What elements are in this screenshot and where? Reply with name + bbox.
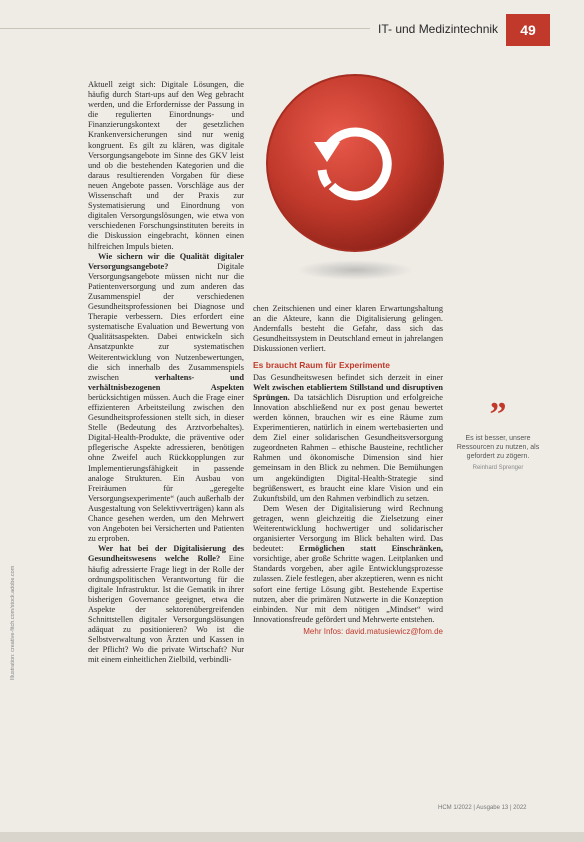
image-credit: Illustration: creative-fitch.com/stock.adobe.com [10,565,16,680]
quote-text: Es ist besser, unsere Ressourcen zu nutzen, als gefordert zu zögern. [456,435,540,460]
pull-quote [452,396,544,471]
page-number: 49 [506,14,550,46]
paragraph: Aktuell zeigt sich: Digitale Lösungen, die häufig durch Start-ups auf den Weg gebracht werden, und die Erfordernisse der Passung in die regulierten Einordnungs- und Finanzierungskontext der gesetzlichen Krankenversicherungen sind nur wenig kongruent. Es gilt zu klären, was digitale Versorgungsangebote im Sinne des GKV leist und ob die bestehenden Kategorien und die daraus resultierenden Vorgaben für diese neuen Angebote passen. Vorschläge aus der Wissenschaft und der Praxis zur Systematisierung und Einordnung von digitalen Versorgungslösungen, wie etwa von verschiedenen Forschungsinstituten bereits in die Diskussion eingebracht, können einen hilfreichen Impuls bieten. [88,80,244,251]
paragraph: Das Gesundheitswesen befindet sich derzeit in einer Welt zwischen etabliertem Stillstand und disruptiven Sprüngen. Da tatsächlich Disruption und erfolgreiche Innovation abschließend nur ex post genau bewertet werden können, brauchen wir es eine Räume zum Experimentieren, natürlich in einem wertebasierten und dem Ziel einer solidarischen Gesundheitsversorgung zugeordneten Rahmen – ethische Bausteine, rechtlicher Rahmen und ökonomische Dimension sind hier gemeinsam in den Blick zu nehmen. Die Bemühungen um angekündigten Digital-Health-Strategie sind begrüßenswert, es braucht eine klare Vision und ein Zukunftsbild, um den Rahmen verbindlich zu setzen. [253,372,443,503]
refresh-arrow-icon [260,38,450,298]
right-column [253,304,443,637]
paragraph: chen Zeitschienen und einer klaren Erwartungshaltung an die Akteure, kann die Digitalisierung gelingen. Andernfalls besteht die Gefahr, dass sich das Gesundheitssystem in Deutschland erneut in jahrelangen Diskussionen verliert. [253,304,443,354]
paragraph: Dem Wesen der Digitalisierung wird Rechnung getragen, wenn gleichzeitig die Zielsetzung einer Weiterentwicklung hochwertiger und solidarischer organisierter Versorgung im Blick behalten wird. Das bedeutet: Ermöglichen statt Einschränken, vorsichtige, aber große Schritte wagen. Leitplanken und Standards vorgeben, aber agile Entwicklungsprozesse zulassen. Ziele festlegen, aber akzeptieren, wenn es nicht sofort eine fertige Lösung gibt. Bestehende Expertise nutzen, aber die primären Nutzwerte in die Konzeption einbinden. Nur mit dem nötigen „Mindset“ wird Innovationsfreude gefördert und Mehrwerte entstehen. [253,503,444,624]
bottom-band [0,832,584,842]
quote-attribution: Reinhard Sprenger [472,465,524,471]
page-footer: HCM 1/2022 | Ausgabe 13 | 2022 [438,805,527,811]
question-heading: Wie sichern wir die Qualität digitaler Versorgungsangebote? [88,251,244,271]
section-title: IT- und Medizintechnik [378,22,499,36]
paragraph: Wer hat bei der Digitalisierung des Gesundheitswesens welche Rolle? Eine häufig adressierte Frage liegt in der Rolle der ordnungspolitischen Verantwortung für die digitale Infrastruktur. Ist die Gematik in ihrer bisherigen Governance geeignet, etwa die Aspekte der sektorenübergreifenden Schnittstellen digitaler Versorgungslösungen adäquat zu positionieren? Wo ist die Selbstverwaltung von Ärzten und Kassen in der Pflicht? Wo die private Wirtschaft? Nur mit einem einheitlichen Zielbild, verbindli- [88,544,245,665]
paragraph: Wie sichern wir die Qualität digitaler Versorgungsangebote? Digitale Versorgungsangebote müssen nicht nur die Patientenversorgung und zum anderen das Zusammenspiel der verschiedenen Gesundheitsprofessionen bei Diagnose und Therapie verbessern. Dies erfordert eine systematische Evaluation und Bewertung von Qualitätsaspekten. Dabei entwickeln sich Ansatzpunkte zur systematischen Weiterentwicklung von Nutzenbewertungen, die sich innerhalb des Zusammenspiels zwischen verhaltens- und verhältnisbezogenen Aspekten berücksichtigen müssen. Auch die Frage einer effizienteren Arbeitsteilung zwischen den Gesundheitsprofessionen stellt sich, in dieser Stelle (Bedeutung des Arztvorbehaltes). Digital-Health-Produkte, die präventive oder pflegerische Aspekte adressieren, benötigen ohne Zweifel auch Rückkopplungen zur Implementierungsfähigkeit in passende analoge Strukturen. Ein Ausbau von Freiräumen für „geregelte Versorgungsexperimente“ (auch außerhalb der Ausgestaltung von Selektivverträgen) kann als Chance gesehen werden, um den Mehrwert von Angeboten bei Versicherten und Patienten zu erproben. [88,251,244,544]
contact-link[interactable]: Mehr Infos: david.matusiewicz@fom.de [303,626,443,636]
section-subhead: Es braucht Raum für Experimente [253,360,390,371]
question-heading: Wer hat bei der Digitalisierung des Gesundheitswesens welche Rolle? [88,544,244,564]
quote-mark-icon: ” [489,396,507,433]
left-column [88,80,244,665]
header-rule [0,28,370,29]
